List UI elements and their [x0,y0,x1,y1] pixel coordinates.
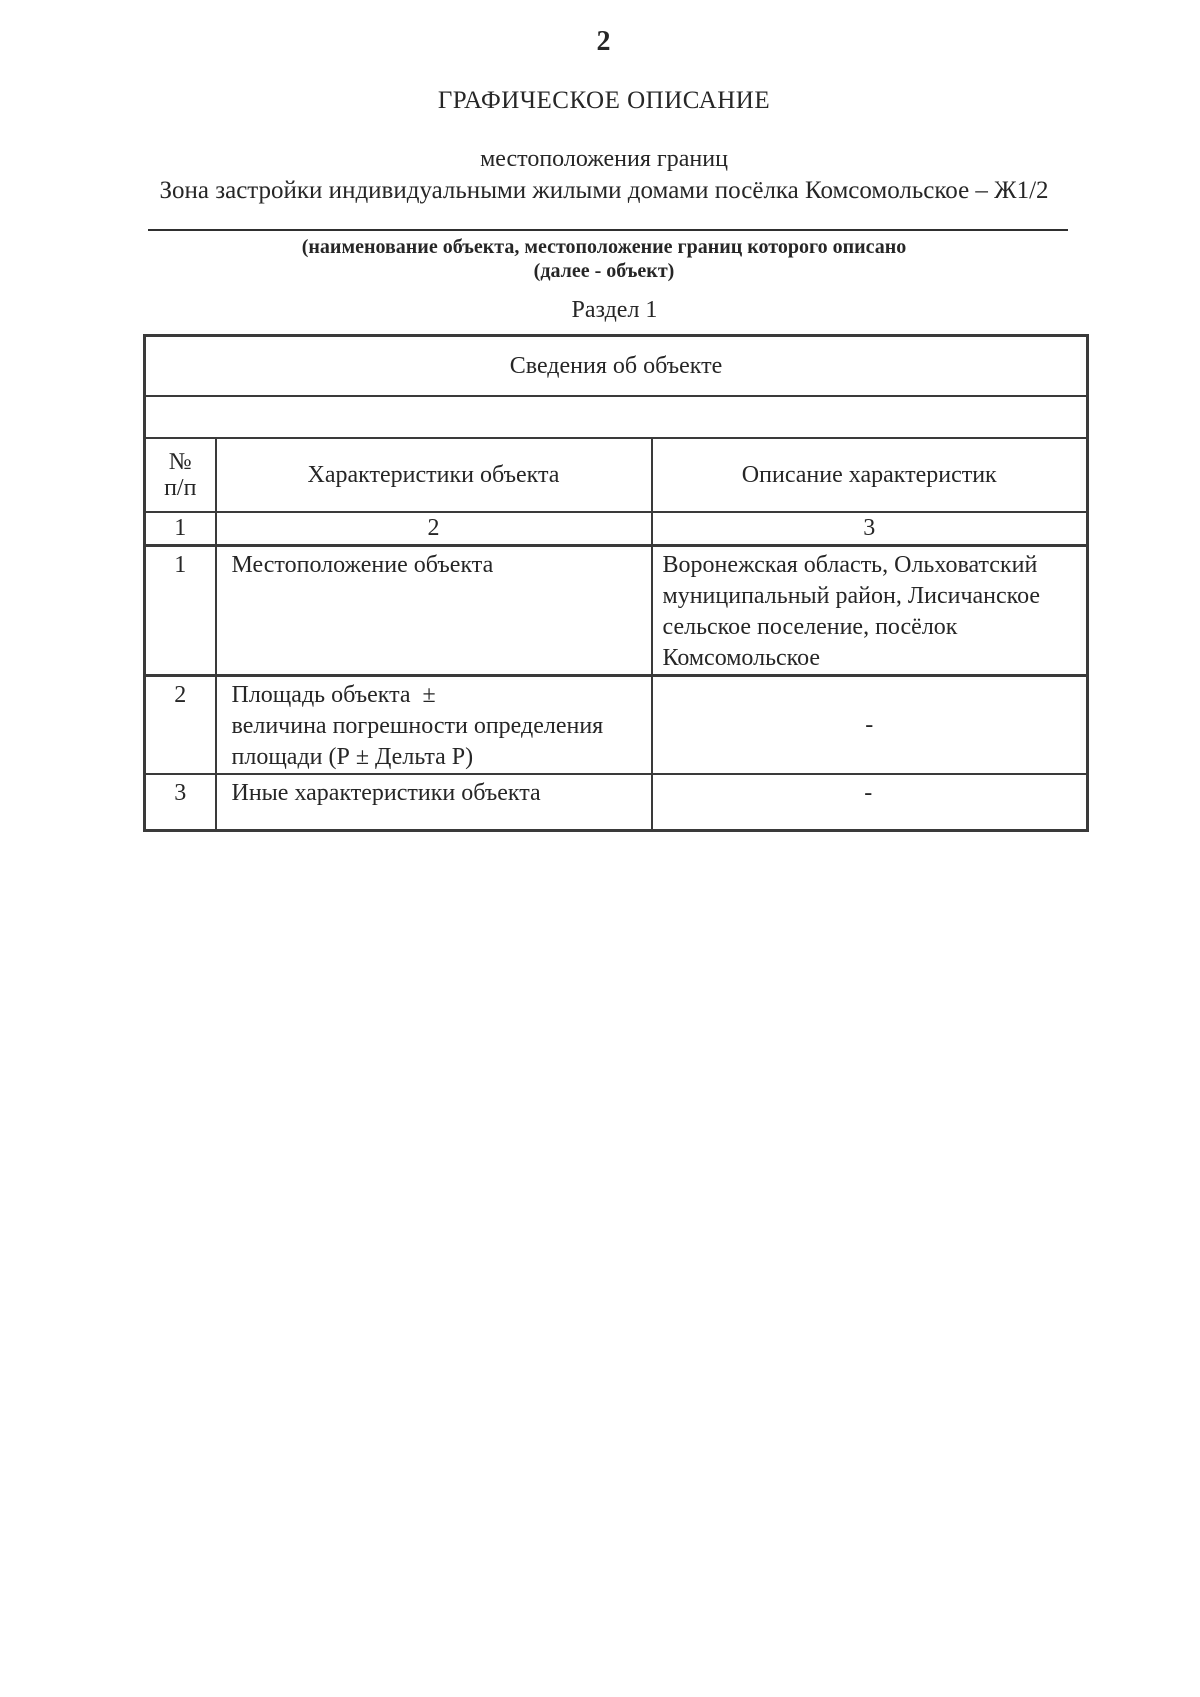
object-caption-line2: (далее - объект) [533,260,675,282]
col-header-num-line2: п/п [164,475,197,501]
row2-characteristic-line1: Площадь объекта ± [231,682,436,708]
row3-characteristic [216,774,652,831]
col-header-characteristics: Характеристики объекта [216,438,652,512]
table-header-row [145,438,1088,512]
table-row-location [145,546,1088,676]
row1-description-line1: Воронежская область, Ольховатский [662,552,1038,578]
row3-description-line1: - [864,780,873,806]
row3-characteristic-line1: Иные характеристики объекта [231,780,541,806]
row1-num: 1 [145,546,216,676]
row2-characteristic [216,676,652,775]
column-number-1: 1 [145,512,216,546]
table-title: Сведения об объекте [145,336,1088,397]
object-info-table [143,334,1089,832]
row1-description [652,546,1088,676]
page-number: 2 [596,26,612,57]
col-header-description: Описание характеристик [652,438,1088,512]
doc-heading: ГРАФИЧЕСКОЕ ОПИСАНИЕ [437,87,771,114]
row1-description-line2: муниципальный район, Лисичанское [662,583,1041,609]
column-number-3: 3 [652,512,1088,546]
object-caption-line1: (наименование объекта, местоположение границ которого описано [301,236,907,258]
table-title-row [145,336,1088,397]
column-number-row [145,512,1088,546]
doc-subheading: местоположения границ [480,146,728,172]
row3-description [652,774,1088,831]
column-number-2: 2 [216,512,652,546]
row1-characteristic-line1: Местоположение объекта [231,552,494,578]
object-name: Зона застройки индивидуальными жилыми домами посёлка Комсомольское – Ж1/2 [159,177,1049,204]
row2-description-line1: - [865,711,874,738]
table-empty-row [145,396,1088,438]
col-header-num-line1: № [168,449,192,475]
object-name-underline [148,229,1068,231]
row2-description [652,676,1088,775]
row1-description-line3: сельское поселение, посёлок [662,614,958,640]
row2-characteristic-line3: площади (Р ± Дельта Р) [231,744,474,770]
row1-characteristic [216,546,652,676]
row1-description-line4: Комсомольское [662,645,821,671]
table-empty-cell [145,396,1088,438]
row3-num: 3 [145,774,216,831]
row2-num: 2 [145,676,216,775]
section-title: Раздел 1 [571,297,658,323]
table-row-area [145,676,1088,775]
table-row-other [145,774,1088,831]
col-header-num [145,438,216,512]
row2-characteristic-line2: величина погрешности определения [231,713,604,739]
